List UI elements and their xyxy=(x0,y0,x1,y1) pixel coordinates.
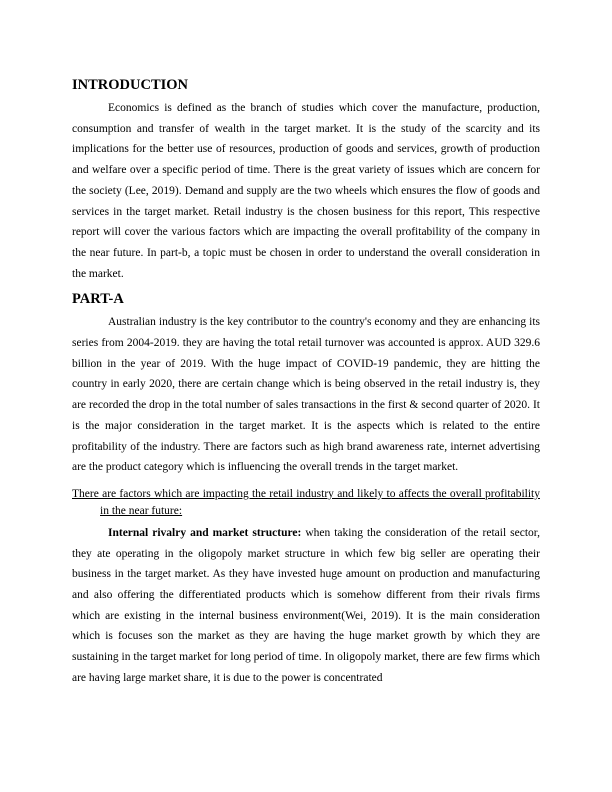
part-a-paragraph: Australian industry is the key contributor to the country's economy and they are enhancing its series from 2004-2019. they are having the total retail turnover was accounted is approx. AUD 329.6 billion in the year of 2019. With the huge impact of COVID-19 pandemic, they are hitting the country in early 2020, there are certain change which is being observed in the retail industry is, they are recorded the drop in the total number of sales transactions in the first & second quarter of 2020. It is the major consideration in the target market. It is the aspects which is related to the entire profitability of the industry. There are factors such as high brand awareness rate, internet advertising are the product category which is influencing the overall trends in the target market. xyxy=(72,316,540,474)
introduction-heading: INTRODUCTION xyxy=(72,77,189,93)
factors-intro-text: There are factors which are impacting the retail industry and likely to affects the overall profitability in the near future: xyxy=(72,487,540,517)
factors-intro xyxy=(72,486,540,520)
rivalry-text: when taking the consideration of the retail sector, they ate operating in the oligopoly market structure in which few big seller are operating their business in the target market. As they have invested huge amount on production and manufacturing and also offering the differentiated products which is somehow different from their rivals firms which are existing in the internal business environment(Wei, 2019). It is the main consideration which is focuses son the market as they are having the huge market growth by which they are sustaining in the target market for long period of time. In oligopoly market, there are few firms which are having large market share, it is due to the power is concentrated xyxy=(72,526,541,684)
rivalry-label: Internal rivalry and market structure: xyxy=(108,526,302,539)
rivalry-paragraph xyxy=(72,523,540,689)
part-a-heading: PART-A xyxy=(72,291,124,308)
document-body xyxy=(72,76,540,689)
introduction-paragraph: Economics is defined as the branch of studies which cover the manufacture, production, consumption and transfer of wealth in the target market. It is the study of the scarcity and its implications for the better use of resources, production of goods and services, growth of production and welfare over a specific period of time. There is the great variety of issues which are concern for the society (Lee, 2019). Demand and supply are the two wheels which ensures the flow of goods and services in the target market. Retail industry is the chosen business for this report, This respective report will cover the various factors which are impacting the overall profitability of the company in the near future. In part-b, a topic must be chosen in order to understand the overall consideration in the market. xyxy=(72,102,540,280)
